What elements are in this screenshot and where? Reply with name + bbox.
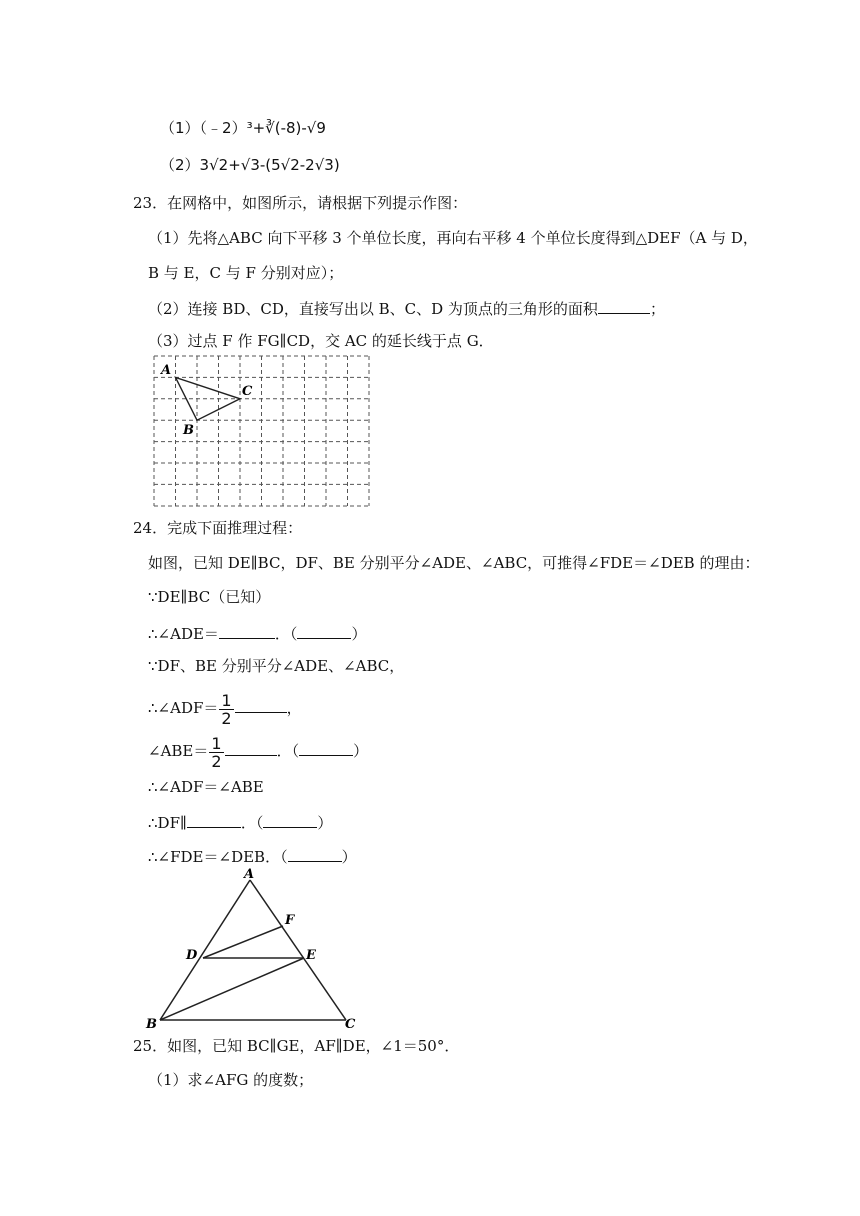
q22-item1-expr: （﹣2）³+∛(-8)-√9 — [199, 119, 326, 137]
q25-stem: 25．如图，已知 BC∥GE，AF∥DE，∠1＝50°． — [133, 1037, 460, 1055]
q24-line3: ∵DF、BE 分别平分∠ADE、∠ABC， — [148, 657, 405, 675]
label-f: F — [285, 913, 295, 928]
q25-part1: （1）求∠AFG 的度数； — [148, 1071, 314, 1089]
q24-line7-b: ．（ — [240, 814, 264, 832]
frac-denominator: 2 — [211, 751, 222, 771]
q23-part1-line2: B 与 E，C 与 F 分别对应）； — [148, 264, 344, 282]
q23-part2 — [148, 297, 665, 319]
q24-blank-1 — [219, 622, 275, 639]
label-e: E — [306, 948, 316, 963]
q24-line4-a: ∴∠ADF＝ — [148, 699, 219, 717]
q24-blank-2 — [235, 696, 287, 713]
label-c: C — [242, 384, 253, 399]
q24-line1: ∵DE∥BC（已知） — [148, 588, 271, 606]
q24-line5 — [148, 731, 368, 771]
q24-blank-3 — [225, 739, 277, 756]
q22-item2 — [160, 155, 340, 175]
q22-item1-num: （1） — [160, 119, 200, 137]
q24-triangle-figure — [140, 862, 380, 1032]
q24-line7-c: ） — [317, 814, 333, 832]
label-b: B — [183, 423, 194, 438]
q23-part2-text: （2）连接 BD、CD，直接写出以 B、C、D 为顶点的三角形的面积 — [148, 300, 598, 318]
q23-part2-end: ； — [649, 300, 665, 318]
q23-grid-figure — [150, 352, 374, 512]
q24-line5-b: ．（ — [276, 742, 300, 760]
q24-line8-b: ） — [341, 848, 357, 866]
q23-part1-line1: （1）先将△ABC 向下平移 3 个单位长度，再向右平移 4 个单位长度得到△DEF（A 与 D， — [148, 229, 758, 247]
frac-numerator: 1 — [221, 690, 232, 710]
q23-area-blank — [598, 297, 650, 314]
q24-reason-4 — [288, 845, 342, 862]
q24-reason-2 — [299, 739, 353, 756]
q24-line4-b: ， — [286, 699, 302, 717]
q22-item2-num: （2） — [160, 156, 200, 174]
q22-item2-expr: 3√2+√3-(5√2-2√3) — [199, 156, 340, 174]
fraction-half-1 — [219, 692, 233, 727]
frac-denominator: 2 — [221, 708, 232, 728]
fraction-half-2 — [209, 735, 223, 770]
q24-blank-4 — [187, 811, 241, 828]
label-a: A — [244, 867, 255, 882]
q24-line5-a: ∠ABE＝ — [148, 742, 209, 760]
q24-intro: 如图，已知 DE∥BC，DF、BE 分别平分∠ADE、∠ABC，可推得∠FDE＝∠DEB 的理由： — [148, 554, 760, 572]
q24-line2-a: ∴∠ADE＝ — [148, 625, 219, 643]
segment-be — [160, 958, 304, 1020]
q24-line7 — [148, 811, 332, 833]
segment-ab — [160, 880, 250, 1020]
q24-reason-3 — [263, 811, 317, 828]
label-b: B — [146, 1017, 157, 1032]
frac-numerator: 1 — [211, 733, 222, 753]
q24-line5-c: ） — [353, 742, 369, 760]
q24-line2-b: ．（ — [274, 625, 298, 643]
q24-line2-c: ） — [351, 625, 367, 643]
q24-line4 — [148, 688, 302, 728]
label-c: C — [345, 1017, 356, 1032]
q23-part3: （3）过点 F 作 FG∥CD，交 AC 的延长线于点 G． — [148, 332, 494, 350]
label-a: A — [161, 363, 172, 378]
q22-item1 — [160, 118, 326, 138]
q24-line7-a: ∴DF∥ — [148, 814, 187, 832]
segment-ac — [250, 880, 346, 1020]
label-d: D — [186, 948, 198, 963]
segment-df — [203, 926, 283, 958]
q24-line8-a: ∴∠FDE＝∠DEB．（ — [148, 848, 288, 866]
q24-line2 — [148, 622, 366, 644]
q24-stem: 24．完成下面推理过程： — [133, 519, 303, 537]
q24-reason-1 — [297, 622, 351, 639]
q24-line6: ∴∠ADF＝∠ABE — [148, 778, 264, 796]
q23-stem: 23．在网格中，如图所示，请根据下列提示作图： — [133, 194, 468, 212]
